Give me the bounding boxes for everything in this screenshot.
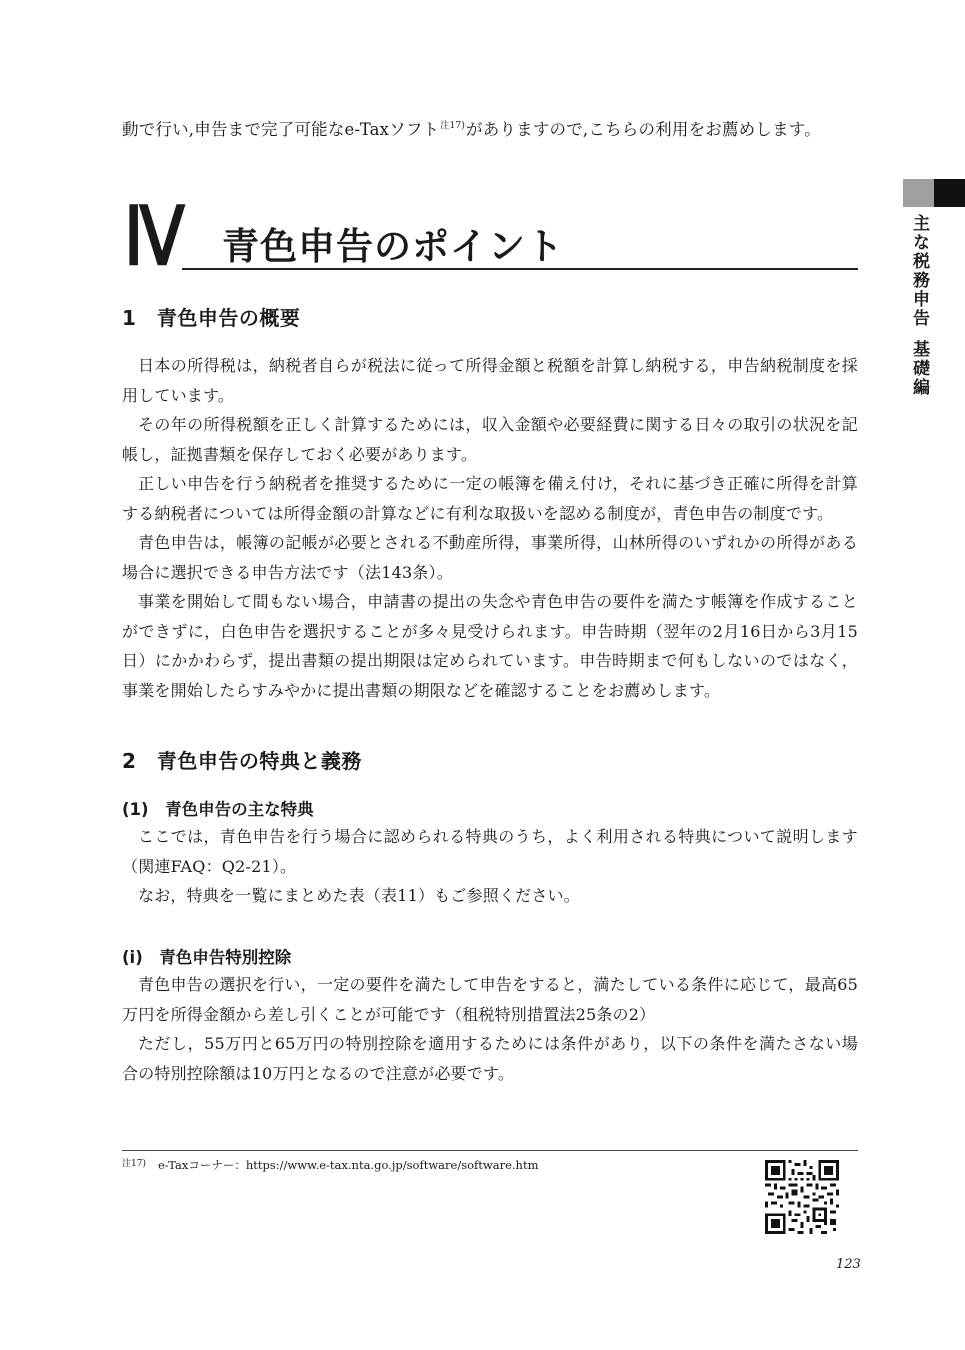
chapter-number: Ⅳ — [124, 194, 182, 282]
footnote-mark: 注17) — [122, 1159, 146, 1169]
section1-heading: 1 青色申告の概要 — [122, 306, 301, 330]
paragraph: 青色申告の選択を行い，一定の要件を満たして申告をすると，満たしている条件に応じて，最高65万円を所得金額から差し引くことが可能です（租税特別措置法25条の2） — [122, 975, 858, 1024]
section2-heading: 2 青色申告の特典と義務 — [122, 749, 362, 773]
chapter-title: 青色申告のポイント — [222, 224, 564, 268]
page-number: 123 — [836, 1257, 861, 1272]
paragraph: その年の所得税額を正しく計算するためには，収入金額や必要経費に関する日々の取引の状況を記帳し，証拠書類を保存しておく必要があります。 — [122, 415, 858, 464]
footnote — [122, 1156, 539, 1173]
intro-text-before: 動で行い,申告まで完了可能なe-Taxソフト — [122, 120, 440, 139]
paragraph: 事業を開始して間もない場合，申請書の提出の失念や青色申告の要件を満たす帳簿を作成することができずに，白色申告を選択することが多々見受けられます。申告時期（翌年の2月16日から3月15日）にかかわらず，提出書類の提出期限は定められています。申告時期まで何もしないのではなく，事業を開始したらすみやかに提出書類の期限などを確認することをお薦めします。 — [122, 592, 858, 700]
paragraph: ここでは，青色申告を行う場合に認められる特典のうち，よく利用される特典について説明します（関連FAQ：Q2-21）。 — [122, 827, 858, 876]
subsection1-heading: (1) 青色申告の主な特典 — [122, 800, 314, 819]
intro-line — [122, 116, 821, 140]
subsection1-body — [122, 822, 858, 911]
section1-body — [122, 351, 858, 705]
footnote-link[interactable]: e-Taxコーナー：https://www.e-tax.nta.go.jp/software/software.htm — [157, 1158, 539, 1172]
side-tab-part1: 主な税務申告 — [909, 214, 929, 328]
footnote-ref[interactable]: 注17) — [440, 121, 466, 131]
qr-code-image — [765, 1160, 839, 1234]
paragraph: 日本の所得税は，納税者自らが税法に従って所得金額と税額を計算し納税する，申告納税制度を採用しています。 — [122, 356, 858, 405]
footnote-rule — [122, 1150, 858, 1151]
side-tab-part2: 基礎編 — [909, 340, 929, 397]
paragraph: 正しい申告を行う納税者を推奨するために一定の帳簿を備え付け，それに基づき正確に所得を計算する納税者については所得金額の計算などに有利な取扱いを認める制度が，青色申告の制度です。 — [122, 474, 858, 523]
paragraph: なお，特典を一覧にまとめた表（表11）もご参照ください。 — [138, 886, 580, 905]
intro-text-after: がありますので,こちらの利用をお薦めします。 — [466, 120, 821, 139]
side-tab-label — [903, 214, 934, 397]
paragraph: ただし，55万円と65万円の特別控除を適用するためには条件があり，以下の条件を満たさない場合の特別控除額は10万円となるので注意が必要です。 — [122, 1034, 858, 1083]
paragraph: 青色申告は，帳簿の記帳が必要とされる不動産所得，事業所得，山林所得のいずれかの所得がある場合に選択できる申告方法です（法143条）。 — [122, 533, 858, 582]
side-tab-marker-black — [934, 179, 965, 207]
subsection2-body — [122, 970, 858, 1088]
chapter-rule — [182, 268, 858, 270]
subsection2-heading: (ⅰ) 青色申告特別控除 — [122, 948, 292, 967]
side-tab-marker-gray — [903, 179, 934, 207]
